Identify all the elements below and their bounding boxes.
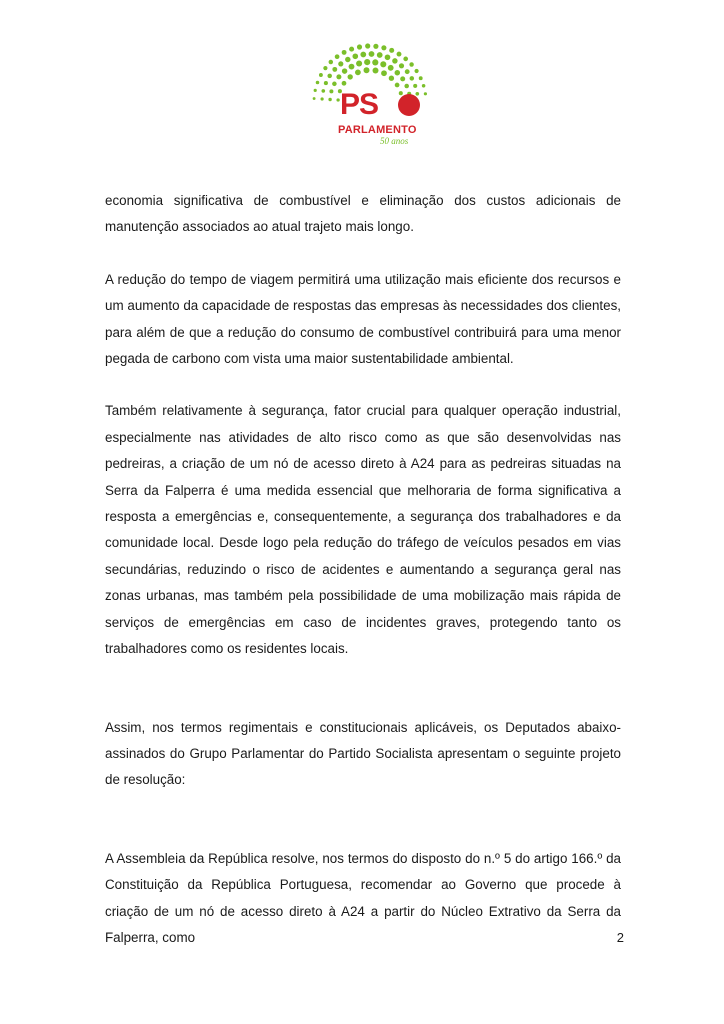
logo-subtitle: PARLAMENTO xyxy=(338,124,417,136)
logo-dot xyxy=(381,45,386,50)
logo-dot xyxy=(338,61,343,66)
logo-dot xyxy=(424,92,427,95)
logo-dot xyxy=(329,60,333,64)
logo-dot xyxy=(405,69,410,74)
logo-dot xyxy=(397,52,402,57)
logo-dot xyxy=(321,89,325,93)
logo-dot xyxy=(409,62,413,66)
logo-dot xyxy=(324,81,328,85)
logo-dot xyxy=(349,64,355,70)
logo-dot xyxy=(336,74,341,79)
logo-dot xyxy=(399,91,403,95)
logo-dot xyxy=(342,68,347,73)
logo-dot xyxy=(422,84,426,88)
logo-dot xyxy=(332,67,337,72)
rose-fist-icon xyxy=(398,94,420,116)
logo-dot xyxy=(356,60,362,66)
logo-dot xyxy=(415,92,419,96)
logo-dot xyxy=(342,50,347,55)
logo-dot xyxy=(380,61,386,67)
logo-dot xyxy=(328,98,331,101)
logo-dot xyxy=(364,59,370,65)
page-number: 2 xyxy=(616,930,624,945)
document-body xyxy=(105,188,621,951)
logo-dot xyxy=(323,66,327,70)
logo-dot xyxy=(345,57,350,62)
logo-dot xyxy=(369,51,375,57)
logo-dot xyxy=(355,70,361,76)
paragraph-fuel-economy: economia significativa de combustível e eliminação dos custos adicionais de manutenção associados ao atual trajeto mais longo. xyxy=(105,193,621,235)
party-logo xyxy=(300,40,430,150)
paragraph-resolution-intro: Assim, nos termos regimentais e constitucionais aplicáveis, os Deputados abaixo-assinados do Grupo Parlamentar do Partido Socialista apresentam o seguinte projeto de resolução: xyxy=(105,719,621,788)
logo-dot xyxy=(360,52,366,58)
logo-dot xyxy=(313,97,316,100)
logo-dot xyxy=(316,81,320,85)
logo-dot xyxy=(389,48,394,53)
logo-dot xyxy=(365,43,370,48)
logo-dot xyxy=(400,76,405,81)
logo-dot xyxy=(399,63,404,68)
logo-dot xyxy=(319,73,323,77)
logo-dot xyxy=(404,84,409,89)
logo-dot xyxy=(357,44,362,49)
logo-dot xyxy=(329,89,333,93)
logo-dot xyxy=(352,53,358,59)
logo-dot xyxy=(410,76,415,81)
logo-dot xyxy=(373,68,379,74)
logo-dot xyxy=(419,76,423,80)
logo-dot xyxy=(335,54,340,59)
logo-dot xyxy=(413,84,417,88)
logo-dot xyxy=(395,83,400,88)
logo-dot xyxy=(332,82,337,87)
logo-dot xyxy=(364,67,370,73)
logo-dot xyxy=(389,76,394,81)
logo-dot xyxy=(349,47,354,52)
logo-anniversary: 50 anos xyxy=(380,136,409,146)
logo-dot xyxy=(372,59,378,65)
logo-dot xyxy=(392,58,397,63)
logo-dot xyxy=(381,70,387,76)
logo-dot xyxy=(342,81,347,86)
logo-dot xyxy=(388,65,394,71)
logo-dot xyxy=(403,57,408,62)
logo-dot xyxy=(373,44,378,49)
logo-party-name: PS xyxy=(340,88,379,121)
logo-dot xyxy=(395,70,400,75)
logo-dot xyxy=(314,89,317,92)
paragraph-resolution: A Assembleia da República resolve, nos termos do disposto do n.º 5 do artigo 166.º da Constituição da República Portuguesa, recomendar ao Governo que procede à criação de um nó de acesso direto à A24 a partir do Núcleo Extrativo da Serra da Falperra, como xyxy=(105,850,621,945)
logo-dot xyxy=(385,54,391,60)
logo-dot xyxy=(377,52,383,58)
logo-dot xyxy=(415,69,419,73)
paragraph-safety: Também relativamente à segurança, fator crucial para qualquer operação industrial, especialmente nas atividades de alto risco como as que são desenvolvidas nas pedreiras, a criação de um nó de acesso direto à A24 para as pedreiras situadas na Serra da Falperra é uma medida essencial que melhoraria de forma significativa a resposta a emergências e, consequentemente, a segurança dos trabalhadores e da comunidade local. Desde logo pela redução do tráfego de veículos pesados em vias secundárias, reduzindo o risco de acidentes e aumentando a segurança geral nas zonas urbanas, mas também pela possibilidade de uma mobilização mais rápida de serviços de emergências em caso de incidentes graves, protegendo tanto os trabalhadores como os residentes locais. xyxy=(105,403,621,657)
logo-dot xyxy=(348,74,353,79)
logo-dot xyxy=(321,97,324,100)
logo-dot xyxy=(327,74,332,79)
paragraph-efficiency: A redução do tempo de viagem permitirá uma utilização mais eficiente dos recursos e um aumento da capacidade de respostas das empresas às necessidades dos clientes, para além de que a redução do consumo de combustível contribuirá para uma menor pegada de carbono com vista uma maior sustentabilidade ambiental. xyxy=(105,271,621,367)
